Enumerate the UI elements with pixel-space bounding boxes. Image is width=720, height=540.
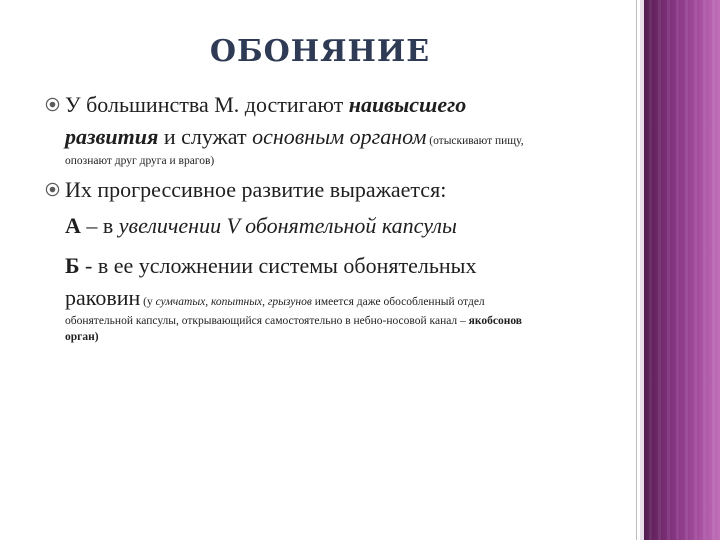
bullet2-item-b: Б - в ее усложнении системы обонятельных [65, 253, 477, 278]
slide-title: ОБОНЯНИЕ [209, 34, 431, 69]
decorative-side-band [640, 0, 720, 540]
bullet1-line2: развития и служат основным органом (отыскивают пищу, [65, 124, 524, 149]
bullet2-item-a: А – в увеличении V обонятельной капсулы [65, 213, 457, 238]
circled-dot-icon [45, 97, 60, 112]
bullet1-line1: У большинства М. достигают наивысшего [65, 92, 467, 117]
bullet2-line-c: раковин (у сумчатых, копытных, грызунов имеется даже обособленный отдел [65, 285, 485, 310]
circled-dot-icon [45, 182, 60, 197]
divider [636, 0, 637, 540]
bullet1-line3: опознают друг друга и врагов) [65, 155, 215, 167]
bullet2-line-d: обонятельной капсулы, открывающийся самостоятельно в небно-носовой канал – якобсонов [65, 315, 523, 327]
bullet2-line-e: орган) [65, 331, 99, 343]
bullet2-line1: Их прогрессивное развитие выражается: [65, 177, 447, 202]
